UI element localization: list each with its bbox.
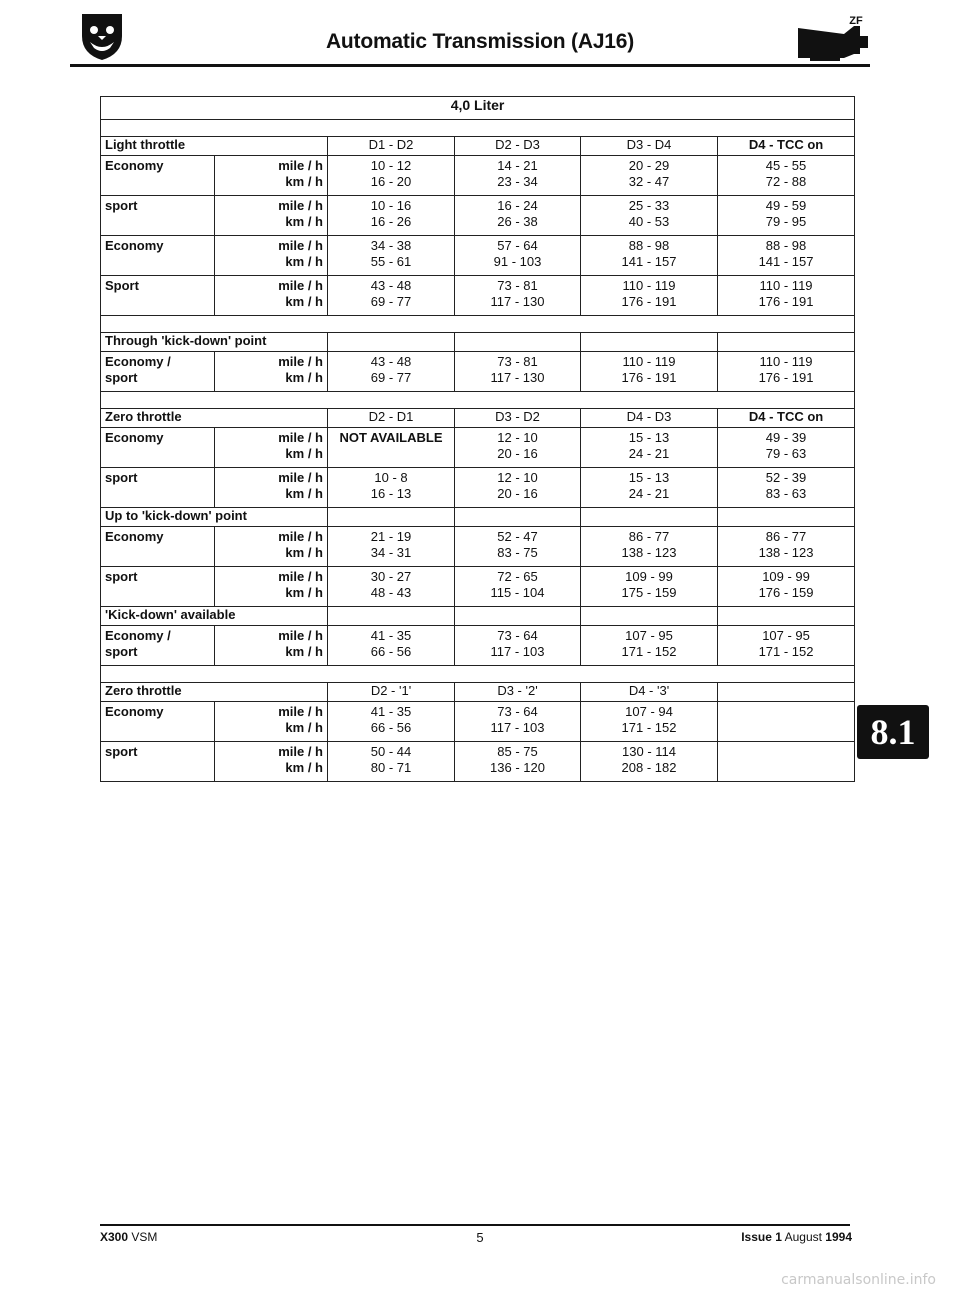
unit-mph: mile / h: [278, 278, 323, 293]
unit-mph: mile / h: [278, 198, 323, 213]
speed-mph: NOT AVAILABLE: [339, 430, 443, 445]
gear-change-header: [581, 607, 718, 626]
gear-change-header: D4 - '3': [581, 683, 718, 702]
speed-cell: [328, 352, 455, 392]
section-label: Zero throttle: [101, 683, 328, 702]
row-name: sport: [105, 569, 138, 584]
speed-kmh: 66 - 56: [370, 644, 412, 659]
speed-mph: 49 - 59: [765, 198, 807, 213]
row-name-cell: [101, 428, 215, 468]
speed-mph: 110 - 119: [622, 354, 676, 369]
speed-cell: [455, 567, 581, 607]
speed-mph: 110 - 119: [622, 278, 676, 293]
footer-year: 1994: [825, 1230, 852, 1244]
unit-cell: [215, 742, 328, 782]
speed-cell: [328, 236, 455, 276]
unit-cell: [215, 468, 328, 508]
watermark: carmanualsonline.info: [781, 1272, 936, 1288]
speed-cell: [455, 527, 581, 567]
gear-change-header: D3 - '2': [455, 683, 581, 702]
row-name: Economy: [105, 430, 164, 445]
speed-cell: [718, 428, 855, 468]
speed-kmh: 79 - 95: [765, 214, 807, 229]
unit-kmh: km / h: [285, 254, 323, 269]
speed-cell: [328, 428, 455, 468]
speed-mph: 72 - 65: [497, 569, 538, 584]
gear-change-header: D2 - D1: [328, 409, 455, 428]
spacer-cell: [101, 392, 855, 409]
table-row: [101, 626, 855, 666]
unit-mph: mile / h: [278, 354, 323, 369]
speed-cell: [455, 468, 581, 508]
speed-mph: 41 - 35: [370, 704, 412, 719]
speed-cell: [455, 352, 581, 392]
speed-kmh: 80 - 71: [370, 760, 412, 775]
unit-cell: [215, 428, 328, 468]
speed-kmh: 171 - 152: [621, 644, 677, 659]
unit-cell: [215, 276, 328, 316]
unit-cell: [215, 626, 328, 666]
table-title: 4,0 Liter: [101, 97, 855, 120]
speed-kmh: 24 - 21: [628, 486, 670, 501]
unit-mph: mile / h: [278, 569, 323, 584]
gear-change-header: [328, 607, 455, 626]
speed-mph: 50 - 44: [370, 744, 412, 759]
speed-mph: 110 - 119: [759, 354, 813, 369]
unit-cell: [215, 196, 328, 236]
row-name: Economy: [105, 238, 164, 253]
speed-mph: 88 - 98: [765, 238, 807, 253]
unit-cell: [215, 567, 328, 607]
row-name-cell: [101, 626, 215, 666]
speed-kmh: 16 - 20: [370, 174, 412, 189]
speed-kmh: 48 - 43: [370, 585, 412, 600]
table-row: [101, 468, 855, 508]
footer-month: August: [784, 1230, 822, 1244]
spacer-cell: [101, 120, 855, 137]
speed-cell: [328, 156, 455, 196]
row-name-cell: [101, 742, 215, 782]
unit-kmh: km / h: [285, 486, 323, 501]
row-name-cell: [101, 352, 215, 392]
speed-kmh: 32 - 47: [628, 174, 670, 189]
speed-cell: [328, 527, 455, 567]
table-row: [101, 742, 855, 782]
speed-kmh: 176 - 191: [621, 370, 677, 385]
row-name: sport: [105, 198, 138, 213]
unit-mph: mile / h: [278, 430, 323, 445]
unit-mph: mile / h: [278, 470, 323, 485]
speed-cell: [718, 196, 855, 236]
speed-cell: [718, 702, 855, 742]
gear-change-header: D2 - '1': [328, 683, 455, 702]
speed-kmh: 117 - 130: [490, 370, 545, 385]
speed-mph: 110 - 119: [759, 278, 813, 293]
speed-kmh: 208 - 182: [621, 760, 677, 775]
section-label: 'Kick-down' available: [101, 607, 328, 626]
shift-speed-table: [100, 96, 855, 782]
footer-rule: [100, 1224, 850, 1226]
speed-kmh: 138 - 123: [758, 545, 814, 560]
unit-cell: [215, 156, 328, 196]
speed-cell: [581, 468, 718, 508]
speed-kmh: 83 - 75: [497, 545, 538, 560]
speed-kmh: 23 - 34: [497, 174, 538, 189]
speed-kmh: 83 - 63: [765, 486, 807, 501]
speed-kmh: 176 - 159: [758, 585, 814, 600]
speed-cell: [581, 702, 718, 742]
unit-kmh: km / h: [285, 644, 323, 659]
speed-mph: 107 - 95: [625, 628, 673, 643]
unit-kmh: km / h: [285, 760, 323, 775]
speed-kmh: 16 - 13: [370, 486, 412, 501]
speed-cell: [455, 196, 581, 236]
speed-mph: 73 - 64: [497, 704, 538, 719]
speed-kmh: 176 - 191: [621, 294, 677, 309]
gear-change-header: [455, 508, 581, 527]
header-rule: [70, 64, 870, 67]
speed-cell: [718, 352, 855, 392]
spacer-cell: [101, 316, 855, 333]
speed-cell: [455, 276, 581, 316]
document-title: Automatic Transmission (AJ16): [325, 30, 635, 53]
unit-kmh: km / h: [285, 720, 323, 735]
row-name: sport: [105, 744, 138, 759]
speed-kmh: 136 - 120: [490, 760, 545, 775]
gear-change-header: [455, 333, 581, 352]
speed-kmh: 26 - 38: [497, 214, 538, 229]
row-name-cell: [101, 468, 215, 508]
speed-mph: 109 - 99: [762, 569, 810, 584]
speed-cell: [581, 352, 718, 392]
speed-cell: [581, 567, 718, 607]
speed-cell: [328, 702, 455, 742]
table-row: [101, 527, 855, 567]
table-row: [101, 702, 855, 742]
gear-change-header: [455, 607, 581, 626]
speed-mph: 41 - 35: [370, 628, 412, 643]
speed-mph: 73 - 64: [497, 628, 538, 643]
speed-mph: 10 - 8: [374, 470, 408, 485]
speed-mph: 25 - 33: [628, 198, 670, 213]
table-row: [101, 428, 855, 468]
gear-change-header: [328, 333, 455, 352]
speed-kmh: 72 - 88: [765, 174, 807, 189]
unit-cell: [215, 527, 328, 567]
row-name-2: sport: [105, 644, 138, 659]
speed-cell: [581, 428, 718, 468]
speed-cell: [581, 527, 718, 567]
speed-kmh: 24 - 21: [628, 446, 670, 461]
gear-change-header: [718, 607, 855, 626]
table-row: [101, 196, 855, 236]
gear-change-header: D3 - D2: [455, 409, 581, 428]
row-name-2: sport: [105, 370, 138, 385]
speed-kmh: 138 - 123: [621, 545, 677, 560]
table-spacer-row: [101, 316, 855, 333]
unit-mph: mile / h: [278, 704, 323, 719]
unit-mph: mile / h: [278, 238, 323, 253]
speed-kmh: 141 - 157: [621, 254, 677, 269]
speed-cell: [328, 742, 455, 782]
speed-mph: 86 - 77: [765, 529, 807, 544]
speed-cell: [581, 236, 718, 276]
speed-mph: 15 - 13: [628, 470, 670, 485]
speed-cell: [581, 276, 718, 316]
speed-cell: [718, 626, 855, 666]
section-header-row: [101, 137, 855, 156]
row-name-cell: [101, 527, 215, 567]
table-title-row: [101, 97, 855, 120]
speed-cell: [328, 567, 455, 607]
speed-mph: 10 - 12: [370, 158, 412, 173]
speed-kmh: 69 - 77: [370, 294, 412, 309]
speed-cell: [455, 156, 581, 196]
section-header-row: [101, 683, 855, 702]
row-name: Economy: [105, 704, 164, 719]
speed-kmh: 141 - 157: [758, 254, 814, 269]
speed-cell: [455, 236, 581, 276]
speed-cell: [581, 156, 718, 196]
gear-change-header: D3 - D4: [581, 137, 718, 156]
speed-mph: 43 - 48: [370, 354, 412, 369]
speed-mph: 88 - 98: [628, 238, 670, 253]
row-name-cell: [101, 156, 215, 196]
speed-cell: [718, 276, 855, 316]
gear-change-header: [718, 333, 855, 352]
speed-kmh: 91 - 103: [493, 254, 542, 269]
speed-kmh: 66 - 56: [370, 720, 412, 735]
speed-mph: 73 - 81: [497, 278, 538, 293]
speed-mph: 109 - 99: [625, 569, 673, 584]
speed-cell: [581, 626, 718, 666]
speed-mph: 86 - 77: [628, 529, 670, 544]
zf-transmission-logo-icon: [794, 14, 870, 62]
unit-mph: mile / h: [278, 158, 323, 173]
unit-kmh: km / h: [285, 174, 323, 189]
speed-cell: [718, 527, 855, 567]
section-header-row: [101, 607, 855, 626]
unit-mph: mile / h: [278, 628, 323, 643]
section-label: Up to 'kick-down' point: [101, 508, 328, 527]
speed-mph: 12 - 10: [497, 430, 538, 445]
footer-model: X300: [100, 1230, 129, 1244]
gear-change-header: D1 - D2: [328, 137, 455, 156]
section-header-row: [101, 508, 855, 527]
speed-cell: [455, 702, 581, 742]
unit-cell: [215, 352, 328, 392]
speed-cell: [328, 276, 455, 316]
unit-kmh: km / h: [285, 545, 323, 560]
speed-kmh: 115 - 104: [490, 585, 545, 600]
speed-cell: [328, 196, 455, 236]
speed-mph: 107 - 95: [762, 628, 810, 643]
speed-kmh: 117 - 103: [490, 720, 545, 735]
footer-issue: [741, 1230, 852, 1244]
speed-mph: 45 - 55: [765, 158, 807, 173]
unit-kmh: km / h: [285, 294, 323, 309]
speed-kmh: 40 - 53: [628, 214, 670, 229]
row-name-cell: [101, 236, 215, 276]
speed-mph: 10 - 16: [370, 198, 412, 213]
shift-speed-table-body: [101, 97, 855, 782]
speed-cell: [718, 236, 855, 276]
speed-cell: [581, 196, 718, 236]
row-name: Economy: [105, 529, 164, 544]
speed-kmh: 176 - 191: [758, 370, 814, 385]
speed-cell: [455, 626, 581, 666]
speed-cell: [455, 428, 581, 468]
speed-cell: [718, 567, 855, 607]
row-name: Economy /: [105, 354, 171, 369]
speed-mph: 57 - 64: [497, 238, 538, 253]
speed-cell: [718, 468, 855, 508]
page-number: 5: [476, 1230, 484, 1245]
footer-doc: VSM: [131, 1230, 158, 1244]
table-spacer-row: [101, 666, 855, 683]
speed-kmh: 69 - 77: [370, 370, 412, 385]
row-name: Economy /: [105, 628, 171, 643]
speed-mph: 107 - 94: [625, 704, 673, 719]
table-spacer-row: [101, 392, 855, 409]
unit-kmh: km / h: [285, 214, 323, 229]
section-badge: 8.1: [857, 705, 929, 759]
row-name-cell: [101, 567, 215, 607]
speed-cell: [455, 742, 581, 782]
unit-kmh: km / h: [285, 446, 323, 461]
speed-kmh: 171 - 152: [758, 644, 814, 659]
section-header-row: [101, 333, 855, 352]
speed-mph: 85 - 75: [497, 744, 538, 759]
section-header-row: [101, 409, 855, 428]
speed-cell: [581, 742, 718, 782]
unit-cell: [215, 702, 328, 742]
row-name: Sport: [105, 278, 139, 293]
table-row: [101, 156, 855, 196]
speed-kmh: 55 - 61: [370, 254, 412, 269]
speed-kmh: 20 - 16: [497, 446, 538, 461]
speed-mph: 14 - 21: [497, 158, 538, 173]
section-label: Light throttle: [101, 137, 328, 156]
gear-change-header: [718, 508, 855, 527]
speed-mph: 21 - 19: [370, 529, 412, 544]
unit-kmh: km / h: [285, 370, 323, 385]
footer-issue-number: Issue 1: [741, 1230, 782, 1244]
zf-logo-text: ZF: [849, 15, 863, 27]
speed-kmh: 20 - 16: [497, 486, 538, 501]
section-label: Through 'kick-down' point: [101, 333, 328, 352]
speed-mph: 130 - 114: [622, 744, 676, 759]
gear-change-header: D2 - D3: [455, 137, 581, 156]
speed-mph: 16 - 24: [497, 198, 538, 213]
gear-change-header: [328, 508, 455, 527]
table-row: [101, 236, 855, 276]
speed-mph: 15 - 13: [628, 430, 670, 445]
table-row: [101, 276, 855, 316]
speed-mph: 20 - 29: [628, 158, 670, 173]
unit-mph: mile / h: [278, 529, 323, 544]
speed-kmh: 176 - 191: [758, 294, 814, 309]
speed-mph: 49 - 39: [765, 430, 807, 445]
speed-mph: 43 - 48: [370, 278, 412, 293]
speed-mph: 34 - 38: [370, 238, 412, 253]
speed-kmh: 79 - 63: [765, 446, 807, 461]
row-name-cell: [101, 276, 215, 316]
speed-cell: [328, 626, 455, 666]
table-row: [101, 352, 855, 392]
speed-kmh: 175 - 159: [621, 585, 677, 600]
speed-kmh: 117 - 130: [490, 294, 545, 309]
speed-mph: 52 - 39: [765, 470, 807, 485]
speed-kmh: 117 - 103: [490, 644, 545, 659]
section-label: Zero throttle: [101, 409, 328, 428]
speed-cell: [328, 468, 455, 508]
speed-cell: [718, 156, 855, 196]
unit-kmh: km / h: [285, 585, 323, 600]
unit-mph: mile / h: [278, 744, 323, 759]
table-row: [101, 567, 855, 607]
gear-change-header: [581, 508, 718, 527]
gear-change-header: [718, 683, 855, 702]
gear-change-header: D4 - D3: [581, 409, 718, 428]
row-name: Economy: [105, 158, 164, 173]
gear-change-header: D4 - TCC on: [718, 137, 855, 156]
unit-cell: [215, 236, 328, 276]
speed-mph: 52 - 47: [497, 529, 538, 544]
row-name-cell: [101, 702, 215, 742]
spacer-cell: [101, 666, 855, 683]
row-name-cell: [101, 196, 215, 236]
speed-mph: 12 - 10: [497, 470, 538, 485]
speed-kmh: 34 - 31: [370, 545, 412, 560]
speed-kmh: 171 - 152: [621, 720, 677, 735]
row-name: sport: [105, 470, 138, 485]
speed-mph: 30 - 27: [370, 569, 412, 584]
table-spacer-row: [101, 120, 855, 137]
gear-change-header: D4 - TCC on: [718, 409, 855, 428]
gear-change-header: [581, 333, 718, 352]
speed-kmh: 16 - 26: [370, 214, 412, 229]
speed-cell: [718, 742, 855, 782]
speed-mph: 73 - 81: [497, 354, 538, 369]
